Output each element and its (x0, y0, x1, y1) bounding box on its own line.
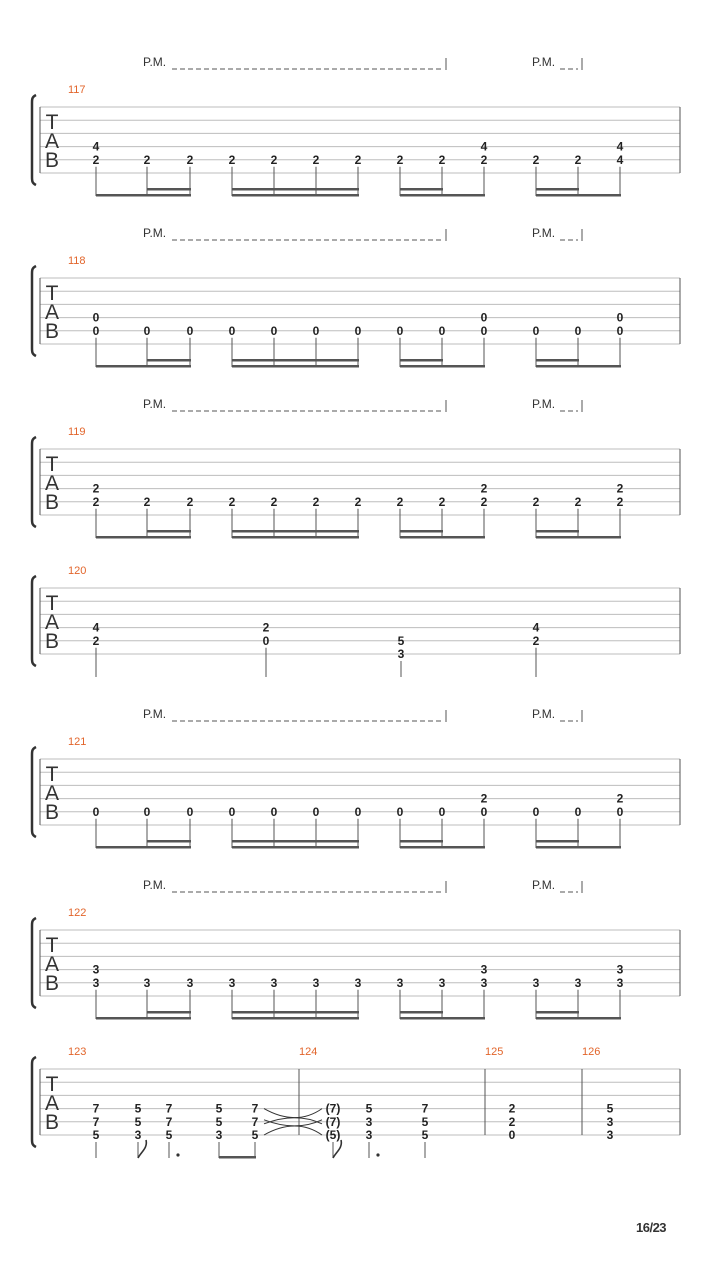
fret-number: 4 (616, 139, 624, 154)
system-122 (32, 878, 680, 1020)
beam (219, 1156, 256, 1159)
fret-number: 2 (532, 494, 540, 509)
system-121 (32, 707, 680, 849)
beam (400, 194, 485, 197)
fret-number: 7 (165, 1101, 173, 1116)
beam (400, 188, 443, 191)
fret-number: 2 (532, 633, 540, 648)
fret-number: 2 (480, 481, 488, 496)
fret-number: 3 (186, 975, 194, 990)
fret-number: 4 (480, 139, 488, 154)
fret-number: 2 (270, 494, 278, 509)
fret-number: 7 (251, 1101, 259, 1116)
fret-number: 3 (397, 647, 405, 661)
note-flag (138, 1140, 146, 1158)
fret-number: 5 (134, 1114, 142, 1129)
measure-number: 119 (68, 426, 86, 438)
fret-number: 3 (438, 975, 446, 990)
fret-number: 2 (312, 494, 320, 509)
fret-number: 4 (616, 152, 624, 167)
rhythm-dot (176, 1153, 179, 1156)
tab-letter-b: B (44, 491, 60, 514)
tab-letter-t: T (45, 592, 59, 615)
fret-number: 0 (532, 323, 540, 338)
beam (400, 530, 443, 533)
fret-number: 2 (480, 152, 488, 167)
palm-mute-label: P.M. (532, 55, 556, 69)
fret-number: 0 (574, 323, 582, 338)
tab-letter-t: T (45, 1073, 59, 1096)
fret-number: 2 (92, 494, 100, 509)
fret-number: 5 (215, 1114, 223, 1129)
system-bracket (32, 95, 36, 185)
beam (400, 1017, 485, 1020)
fret-number: 7 (165, 1114, 173, 1129)
note-flag (333, 1140, 341, 1158)
measure-number: 122 (68, 907, 87, 919)
beam (147, 359, 191, 362)
fret-number: 3 (606, 1128, 614, 1142)
fret-number: 2 (228, 152, 236, 167)
fret-number: (7) (325, 1101, 341, 1116)
fret-number: 2 (228, 494, 236, 509)
fret-number: 3 (396, 975, 404, 990)
beam (232, 840, 359, 843)
fret-number: 5 (251, 1128, 259, 1142)
tab-letter-b: B (44, 320, 60, 343)
fret-number: 2 (508, 1114, 516, 1129)
fret-number: 0 (186, 804, 194, 819)
fret-number: 2 (262, 620, 270, 635)
palm-mute-label: P.M. (143, 55, 167, 69)
fret-number: 0 (186, 323, 194, 338)
beam (536, 536, 621, 539)
fret-number: (7) (325, 1114, 341, 1129)
beam (536, 840, 579, 843)
beam (536, 1017, 621, 1020)
fret-number: 0 (616, 323, 624, 338)
tab-letter-a: A (44, 953, 60, 976)
fret-number: 2 (396, 494, 404, 509)
fret-number: 0 (396, 804, 404, 819)
fret-number: 4 (92, 620, 100, 635)
fret-number: 0 (480, 310, 488, 325)
fret-number: 0 (396, 323, 404, 338)
fret-number: 3 (134, 1128, 142, 1142)
fret-number: 3 (532, 975, 540, 990)
fret-number: 3 (480, 975, 488, 990)
palm-mute-label: P.M. (532, 397, 556, 411)
tab-letter-a: A (44, 611, 60, 634)
palm-mute-label: P.M. (532, 878, 556, 892)
fret-number: 0 (574, 804, 582, 819)
tab-letter-b: B (44, 149, 60, 172)
tab-letter-a: A (44, 472, 60, 495)
fret-number: 0 (616, 804, 624, 819)
system-bracket (32, 1057, 36, 1147)
palm-mute-label: P.M. (532, 707, 556, 721)
fret-number: 3 (270, 975, 278, 990)
beam (400, 846, 485, 849)
fret-number: 2 (270, 152, 278, 167)
fret-number: 3 (143, 975, 151, 990)
beam (96, 536, 191, 539)
fret-number: 2 (354, 494, 362, 509)
fret-number: 3 (92, 975, 100, 990)
beam (96, 365, 191, 368)
fret-number: 2 (143, 152, 151, 167)
system-117 (32, 55, 680, 197)
fret-number: 0 (143, 804, 151, 819)
fret-number: 7 (421, 1101, 429, 1116)
tab-letter-t: T (45, 111, 59, 134)
fret-number: 2 (92, 633, 100, 648)
palm-mute-label: P.M. (532, 226, 556, 240)
beam (536, 846, 621, 849)
beam (232, 194, 359, 197)
tab-letter-t: T (45, 453, 59, 476)
tab-letter-b: B (44, 1111, 60, 1134)
fret-number: 2 (508, 1101, 516, 1116)
fret-number: 0 (508, 1128, 516, 1142)
fret-number: 3 (574, 975, 582, 990)
system-118 (32, 226, 680, 368)
system-bracket (32, 576, 36, 666)
beam (400, 359, 443, 362)
fret-number: 0 (262, 633, 270, 648)
fret-number: 0 (438, 323, 446, 338)
fret-number: 7 (251, 1114, 259, 1129)
fret-number: 0 (480, 323, 488, 338)
beam (232, 1011, 359, 1014)
fret-number: 0 (228, 804, 236, 819)
measure-number: 121 (68, 736, 87, 748)
beam (96, 194, 191, 197)
fret-number: 2 (438, 494, 446, 509)
beam (400, 840, 443, 843)
fret-number: 5 (397, 633, 405, 648)
fret-number: 0 (480, 804, 488, 819)
beam (400, 536, 485, 539)
beam (400, 1011, 443, 1014)
beam (232, 530, 359, 533)
system-bracket (32, 918, 36, 1008)
tab-letter-a: A (44, 1092, 60, 1115)
system-123-124-125-126 (32, 1046, 680, 1159)
tab-letter-b: B (44, 801, 60, 824)
fret-number: 2 (396, 152, 404, 167)
fret-number: 3 (365, 1128, 373, 1142)
fret-number: 3 (616, 962, 624, 977)
measure-number: 117 (68, 84, 86, 96)
fret-number: 2 (480, 791, 488, 806)
fret-number: 0 (92, 323, 100, 338)
fret-number: 0 (143, 323, 151, 338)
fret-number: 2 (438, 152, 446, 167)
fret-number: 5 (421, 1114, 429, 1129)
measure-number: 123 (68, 1046, 87, 1058)
tab-letter-b: B (44, 630, 60, 653)
tab-letter-a: A (44, 301, 60, 324)
tab-letter-b: B (44, 972, 60, 995)
fret-number: 0 (616, 310, 624, 325)
fret-number: 3 (480, 962, 488, 977)
fret-number: 3 (215, 1128, 223, 1142)
beam (232, 846, 359, 849)
fret-number: 3 (365, 1114, 373, 1129)
fret-number: 3 (616, 975, 624, 990)
fret-number: 5 (92, 1128, 100, 1142)
fret-number: 0 (532, 804, 540, 819)
fret-number: 5 (421, 1128, 429, 1142)
fret-number: 2 (616, 481, 624, 496)
beam (232, 365, 359, 368)
beam (147, 1011, 191, 1014)
beam (147, 188, 191, 191)
tie-mark (264, 1109, 322, 1118)
fret-number: 3 (354, 975, 362, 990)
system-119 (32, 397, 680, 539)
system-bracket (32, 437, 36, 527)
measure-number: 118 (68, 255, 86, 267)
fret-number: 0 (228, 323, 236, 338)
fret-number: 0 (438, 804, 446, 819)
tab-letter-a: A (44, 130, 60, 153)
fret-number: 2 (532, 152, 540, 167)
fret-number: 0 (92, 310, 100, 325)
fret-number: 3 (228, 975, 236, 990)
measure-number: 124 (299, 1046, 318, 1058)
fret-number: 2 (616, 791, 624, 806)
beam (232, 359, 359, 362)
system-120 (32, 565, 680, 677)
fret-number: 2 (574, 152, 582, 167)
system-bracket (32, 747, 36, 837)
fret-number: 5 (365, 1101, 373, 1116)
beam (536, 188, 579, 191)
fret-number: 2 (92, 481, 100, 496)
fret-number: 2 (186, 494, 194, 509)
beam (232, 1017, 359, 1020)
fret-number: 4 (92, 139, 100, 154)
rhythm-dot (376, 1153, 379, 1156)
fret-number: 0 (312, 804, 320, 819)
fret-number: 5 (134, 1101, 142, 1116)
fret-number: 0 (92, 804, 100, 819)
fret-number: 2 (480, 494, 488, 509)
page-number: 16/23 (636, 1220, 667, 1235)
fret-number: 3 (312, 975, 320, 990)
tab-letter-t: T (45, 763, 59, 786)
fret-number: 2 (186, 152, 194, 167)
fret-number: 0 (270, 804, 278, 819)
measure-number: 126 (582, 1046, 601, 1058)
beam (536, 530, 579, 533)
beam (400, 365, 485, 368)
beam (536, 1011, 579, 1014)
fret-number: 0 (270, 323, 278, 338)
palm-mute-label: P.M. (143, 707, 167, 721)
fret-number: 3 (606, 1114, 614, 1129)
fret-number: 5 (215, 1101, 223, 1116)
palm-mute-label: P.M. (143, 397, 167, 411)
fret-number: 0 (354, 804, 362, 819)
palm-mute-label: P.M. (143, 878, 167, 892)
beam (96, 1017, 191, 1020)
tab-letter-t: T (45, 282, 59, 305)
fret-number: 2 (574, 494, 582, 509)
tab-letter-t: T (45, 934, 59, 957)
fret-number: 4 (532, 620, 540, 635)
fret-number: 7 (92, 1101, 100, 1116)
fret-number: 3 (92, 962, 100, 977)
beam (232, 188, 359, 191)
fret-number: 5 (165, 1128, 173, 1142)
fret-number: 2 (354, 152, 362, 167)
tie-mark (264, 1126, 322, 1135)
fret-number: 7 (92, 1114, 100, 1129)
fret-number: 0 (354, 323, 362, 338)
measure-number: 120 (68, 565, 87, 577)
beam (147, 530, 191, 533)
beam (232, 536, 359, 539)
fret-number: 2 (616, 494, 624, 509)
beam (536, 365, 621, 368)
beam (96, 846, 191, 849)
fret-number: 5 (606, 1101, 614, 1116)
beam (147, 840, 191, 843)
fret-number: 2 (92, 152, 100, 167)
beam (536, 359, 579, 362)
palm-mute-label: P.M. (143, 226, 167, 240)
system-bracket (32, 266, 36, 356)
measure-number: 125 (485, 1046, 504, 1058)
fret-number: 2 (312, 152, 320, 167)
beam (536, 194, 621, 197)
tab-letter-a: A (44, 782, 60, 805)
fret-number: 0 (312, 323, 320, 338)
fret-number: 2 (143, 494, 151, 509)
fret-number: (5) (325, 1128, 341, 1142)
